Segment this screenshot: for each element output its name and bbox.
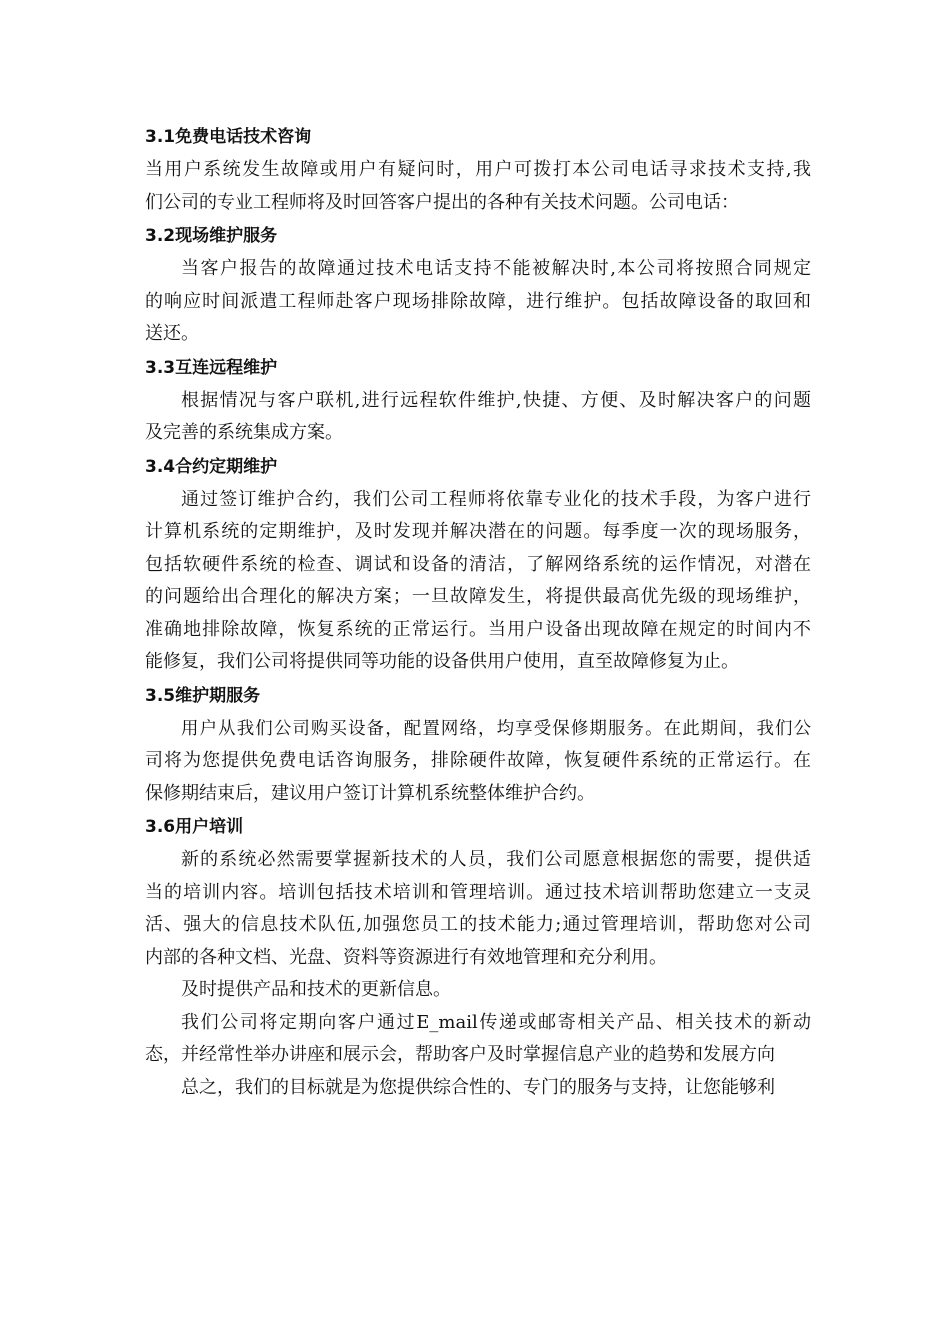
text-line: 计算机系统的定期维护，及时发现并解决潜在的问题。每季度一次的现场服务， <box>145 521 811 542</box>
text-line: 的响应时间派遣工程师赴客户现场排除故障，进行维护。包括故障设备的取回和 <box>145 290 811 312</box>
text-line: 及时提供产品和技术的更新信息。 <box>181 979 451 1000</box>
paragraph-3-6-updates <box>145 974 811 1007</box>
section-heading-3-3: 3.3互连远程维护 <box>145 357 278 378</box>
text-line: 总之，我们的目标就是为您提供综合性的、专门的服务与支持，让您能够利 <box>181 1076 775 1098</box>
text-line: 们公司的专业工程师将及时回答客户提出的各种有关技术问题。公司电话： <box>145 191 739 213</box>
paragraph-3-6-summary <box>145 1072 811 1105</box>
section-heading-3-5: 3.5维护期服务 <box>145 685 261 706</box>
text-line: 活、强大的信息技术队伍,加强您员工的技术能力;通过管理培训，帮助您对公司 <box>145 914 811 935</box>
section-heading-3-4: 3.4合约定期维护 <box>145 456 278 477</box>
document-body <box>145 120 811 1104</box>
text-line: 态，并经常性举办讲座和展示会，帮助客户及时掌握信息产业的趋势和发展方向 <box>145 1044 775 1065</box>
paragraph-3-2 <box>145 253 811 351</box>
paragraph-3-4 <box>145 484 811 679</box>
paragraph-3-6-email <box>145 1007 811 1072</box>
paragraph-3-1 <box>145 154 811 219</box>
text-line: 包括软硬件系统的检查、调试和设备的清洁，了解网络系统的运作情况，对潜在 <box>145 553 811 575</box>
text-line: 当客户报告的故障通过技术电话支持不能被解决时,本公司将按照合同规定 <box>181 258 811 279</box>
text-line: 及完善的系统集成方案。 <box>145 422 343 443</box>
text-line: 当的培训内容。培训包括技术培训和管理培训。通过技术培训帮助您建立一支灵 <box>145 881 811 903</box>
section-heading-3-1: 3.1免费电话技术咨询 <box>145 127 312 147</box>
text-line: 用户从我们公司购买设备，配置网络，均享受保修期服务。在此期间，我们公 <box>181 718 811 739</box>
text-line: 保修期结束后，建议用户签订计算机系统整体维护合约。 <box>145 782 595 804</box>
paragraph-3-5 <box>145 713 811 811</box>
paragraph-3-6-training <box>145 844 811 974</box>
text-line: 送还。 <box>145 323 199 344</box>
text-line: 当用户系统发生故障或用户有疑问时，用户可拨打本公司电话寻求技术支持,我 <box>145 159 811 180</box>
text-line: 的问题给出合理化的解决方案；一旦故障发生，将提供最高优先级的现场维护， <box>145 586 811 607</box>
paragraph-3-3 <box>145 385 811 450</box>
text-line: 司将为您提供免费电话咨询服务，排除硬件故障，恢复硬件系统的正常运行。在 <box>145 750 811 771</box>
section-heading-3-6: 3.6用户培训 <box>145 817 244 837</box>
text-line: 我们公司将定期向客户通过E_mail传递或邮寄相关产品、相关技术的新动 <box>181 1011 811 1033</box>
section-heading-3-2: 3.2现场维护服务 <box>145 226 278 246</box>
text-line: 准确地排除故障，恢复系统的正常运行。当用户设备出现故障在规定的时间内不 <box>145 618 811 640</box>
text-line: 能修复，我们公司将提供同等功能的设备供用户使用，直至故障修复为止。 <box>145 651 739 672</box>
text-line: 新的系统必然需要掌握新技术的人员，我们公司愿意根据您的需要，提供适 <box>181 849 811 870</box>
text-line: 内部的各种文档、光盘、资料等资源进行有效地管理和充分利用。 <box>145 946 667 968</box>
text-line: 通过签订维护合约，我们公司工程师将依靠专业化的技术手段，为客户进行 <box>181 488 811 510</box>
text-line: 根据情况与客户联机,进行远程软件维护,快捷、方便、及时解决客户的问题 <box>181 389 811 411</box>
